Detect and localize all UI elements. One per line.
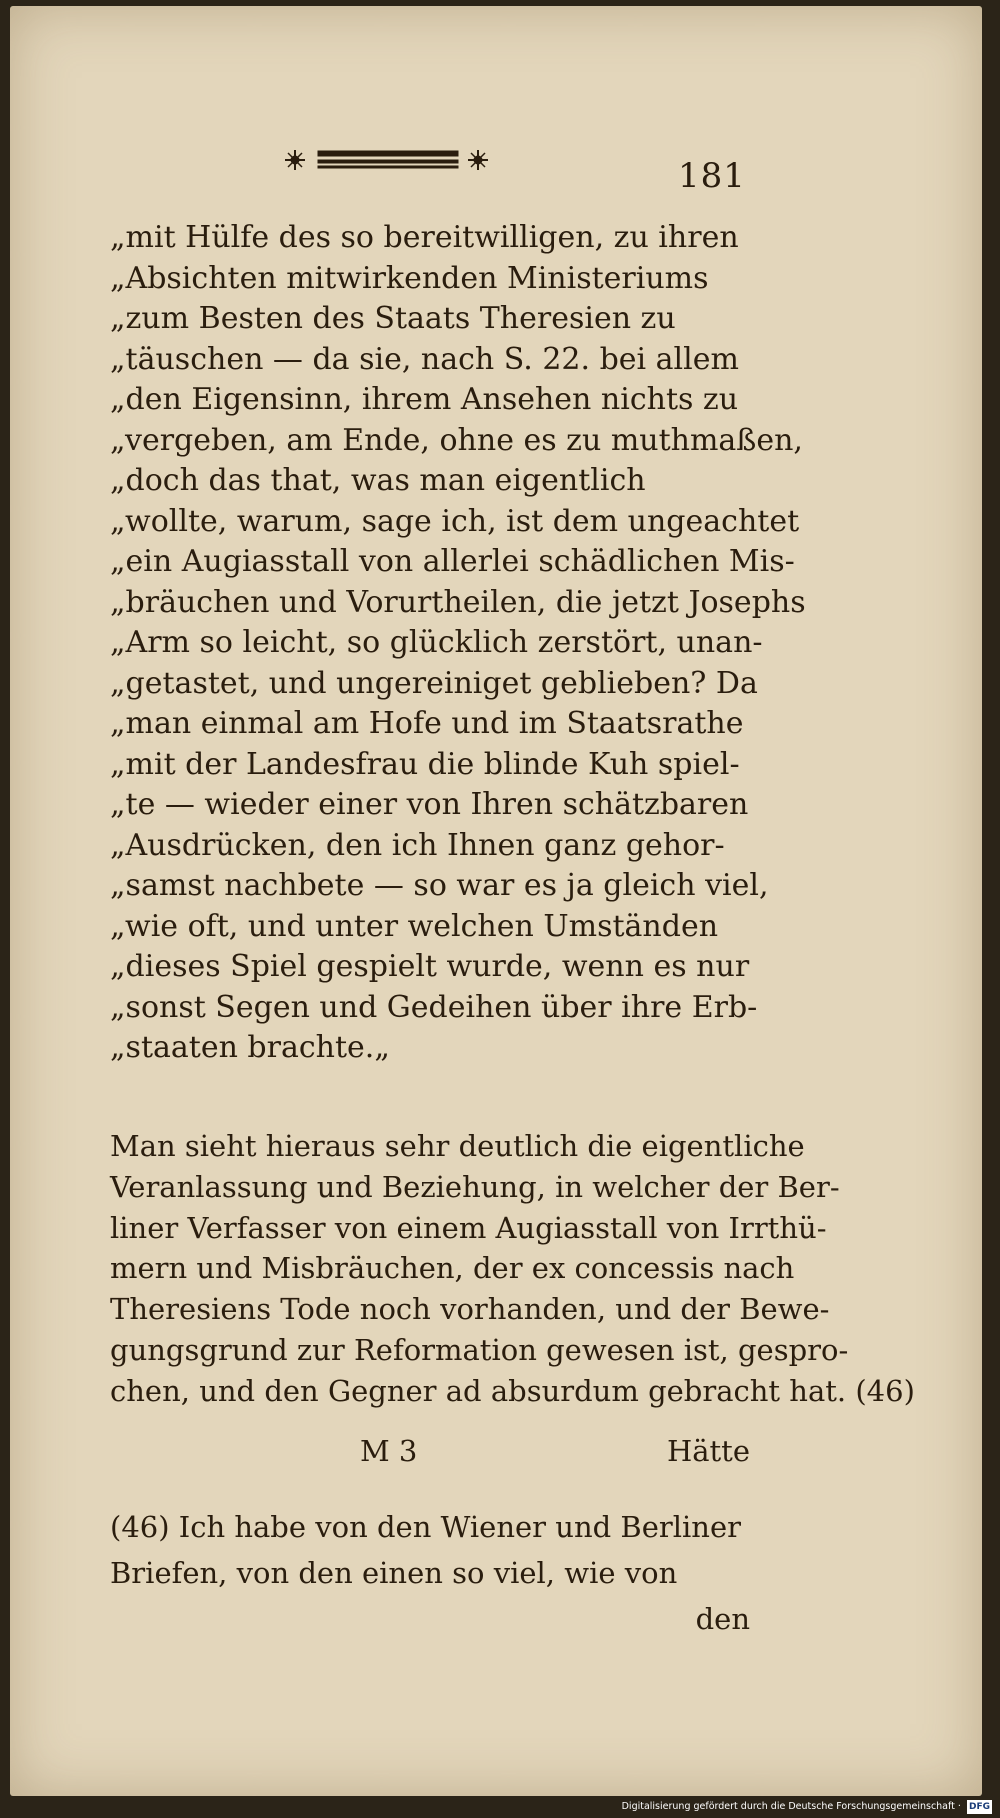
signature-mark: M 3 (360, 1434, 418, 1468)
header-ornament (280, 143, 510, 177)
text-line: „täuschen — da sie, nach S. 22. bei allem (110, 341, 739, 377)
text-line: „mit Hülfe des so bereitwilligen, zu ihren (110, 220, 739, 255)
text-line: Theresiens Tode noch vorhanden, und der Bewe- (110, 1292, 830, 1327)
text-line: „sonst Segen und Gedeihen über ihre Erb- (110, 989, 758, 1025)
text-line: liner Verfasser von einem Augiasstall von Irrthü- (110, 1210, 827, 1245)
text-line: „dieses Spiel gespielt wurde, wenn es nur (110, 949, 750, 984)
text-line: „doch das that, was man eigentlich (110, 463, 646, 498)
text-line: „mit der Landesfrau die blinde Kuh spiel- (110, 746, 740, 782)
text-line: „getastet, und ungereiniget geblieben? Da (110, 665, 758, 701)
text-line: „Ausdrücken, den ich Ihnen ganz gehor- (110, 827, 725, 863)
text-line: „wollte, warum, sage ich, ist dem ungeachtet (110, 503, 800, 539)
book-page (10, 6, 982, 1796)
text-line: chen, und den Gegner ad absurdum gebracht hat. (46) (110, 1373, 915, 1408)
text-line: „wie oft, und unter welchen Umständen (110, 908, 719, 944)
text-line: „ein Augiasstall von allerlei schädlichen Mis- (110, 544, 795, 579)
text-line: „samst nachbete — so war es ja gleich viel, (110, 868, 769, 903)
footnote-line: den (695, 1602, 750, 1636)
text-line: „den Eigensinn, ihrem Ansehen nichts zu (110, 382, 739, 417)
footnote-line: Briefen, von den einen so viel, wie von (110, 1556, 678, 1590)
text-line: „bräuchen und Vorurtheilen, die jetzt Josephs (110, 584, 806, 620)
text-line: „man einmal am Hofe und im Staatsrathe (110, 706, 744, 741)
footnote (110, 1504, 750, 1642)
text-line: gungsgrund zur Reformation gewesen ist, gespro- (110, 1332, 849, 1367)
text-line: „vergeben, am Ende, ohne es zu muthmaßen, (110, 422, 803, 458)
credit-text: Digitalisierung gefördert durch die Deutsche Forschungsgemeinschaft · (621, 1801, 961, 1812)
text-line: Man sieht hieraus sehr deutlich die eigentliche (110, 1129, 805, 1163)
text-line: „staaten brachte.„ (110, 1030, 390, 1065)
text-line: Veranlassung und Beziehung, in welcher der Ber- (110, 1169, 840, 1204)
catchword: Hätte (666, 1434, 750, 1468)
footnote-line: (46) Ich habe von den Wiener und Berliner (110, 1510, 741, 1544)
signature-line (110, 1434, 750, 1474)
text-line: mern und Misbräuchen, der ex concessis nach (110, 1251, 795, 1286)
text-line: „zum Besten des Staats Theresien zu (110, 301, 676, 336)
quoted-passage (110, 218, 806, 1069)
digitization-credit (622, 1800, 992, 1814)
text-line: „te — wieder einer von Ihren schätzbaren (110, 787, 749, 822)
page-number: 181 (678, 156, 746, 196)
body-paragraph (110, 1126, 915, 1412)
dfg-logo: DFG (968, 1802, 990, 1812)
text-line: „Absichten mitwirkenden Ministeriums (110, 260, 709, 296)
text-line: „Arm so leicht, so glücklich zerstört, unan- (110, 625, 763, 660)
